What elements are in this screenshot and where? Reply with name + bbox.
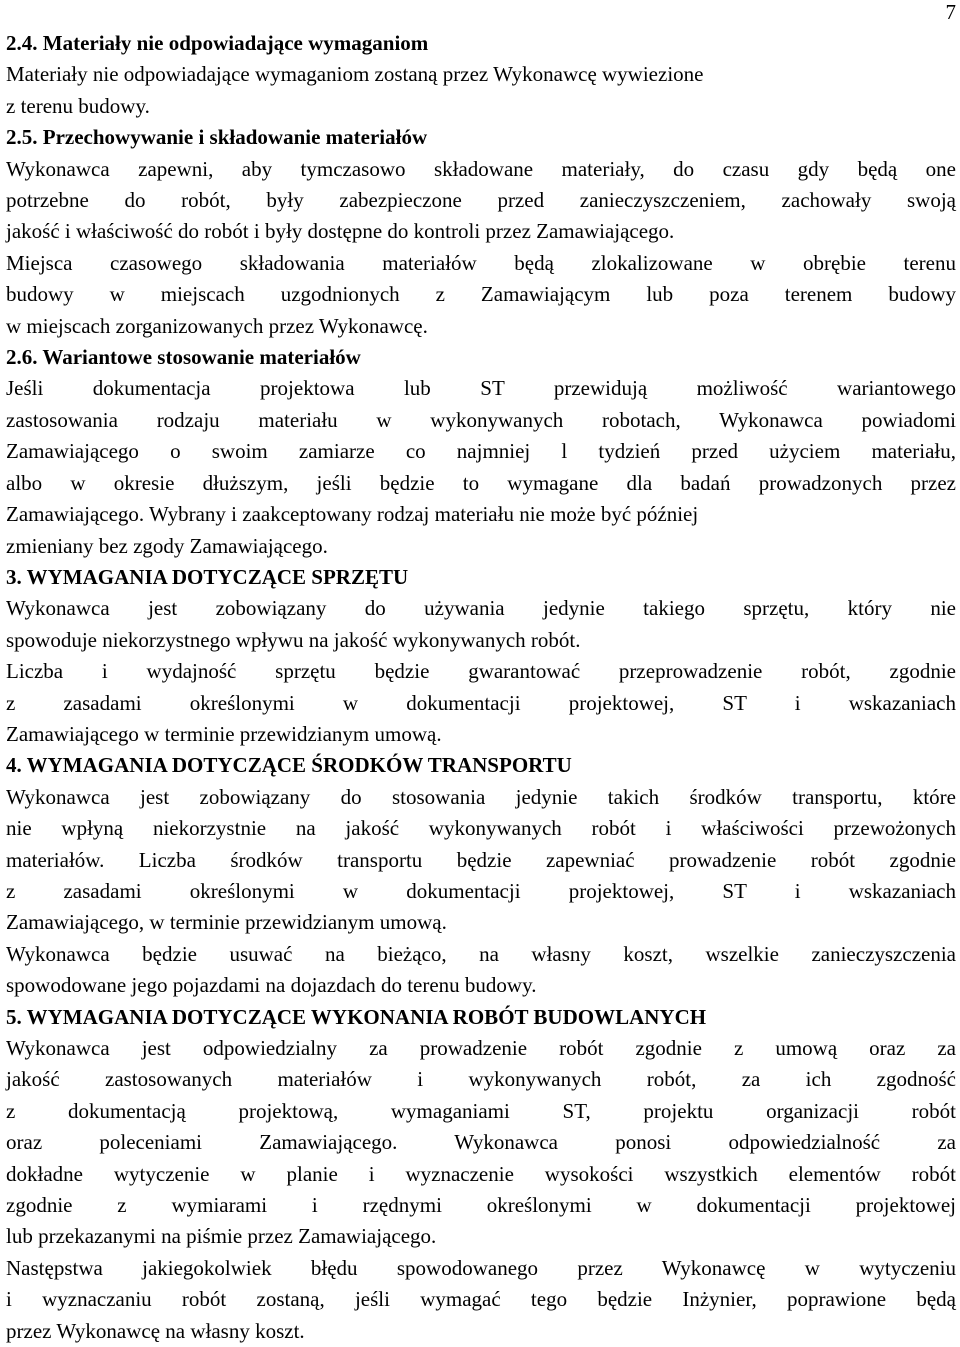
text-line: przez Wykonawcę na własny koszt. — [6, 1318, 305, 1343]
text-line: Zamawiającego o swoim zamiarze co najmniej l tydzień przed użyciem materiału, — [6, 439, 956, 464]
text-line: spowoduje niekorzystnego wpływu na jakość wykonywanych robót. — [6, 627, 581, 652]
text-line: jakość i właściwość do robót i były dostępne do kontroli przez Zamawiającego. — [6, 219, 675, 244]
section-heading: 2.4. Materiały nie odpowiadające wymaganiom — [6, 31, 429, 55]
text-line: Zamawiającego, w terminie przewidzianym umową. — [6, 910, 447, 935]
text-line: Zamawiającego w terminie przewidzianym umową. — [6, 721, 442, 746]
text-line: Wykonawca jest zobowiązany do stosowania jedynie takich środków transportu, które — [6, 784, 956, 809]
text-line: z zasadami określonymi w dokumentacji projektowej, ST i wskazaniach — [6, 690, 956, 715]
page-number: 7 — [945, 0, 956, 24]
text-line: w miejscach zorganizowanych przez Wykonawcę. — [6, 313, 428, 338]
text-line: Zamawiającego. Wybrany i zaakceptowany rodzaj materiału nie może być później — [6, 502, 699, 527]
text-line: materiałów. Liczba środków transportu będzie zapewniać prowadzenie robót zgodnie — [6, 847, 956, 872]
text-line: Wykonawca jest odpowiedzialny za prowadzenie robót zgodnie z umową oraz za — [6, 1036, 956, 1060]
text-line: potrzebne do robót, były zabezpieczone przed zanieczyszczeniem, zachowały swoją — [6, 188, 956, 213]
text-line: Liczba i wydajność sprzętu będzie gwarantować przeprowadzenie robót, zgodnie — [6, 659, 956, 684]
text-line: zgodnie z wymiarami i rzędnymi określonymi w dokumentacji projektowej — [6, 1193, 956, 1218]
section-heading: 5. WYMAGANIA DOTYCZĄCE WYKONANIA ROBÓT BUDOWLANYCH — [6, 1004, 707, 1029]
section-heading: 2.5. Przechowywanie i składowanie materiałów — [6, 125, 428, 150]
text-line: zmieniany bez zgody Zamawiającego. — [6, 533, 328, 558]
text-line: z dokumentacją projektową, wymaganiami ST, projektu organizacji robót — [6, 1098, 956, 1123]
section-heading: 4. WYMAGANIA DOTYCZĄCE ŚRODKÓW TRANSPORTU — [6, 753, 572, 778]
text-line: Miejsca czasowego składowania materiałów będą zlokalizowane w obrębie terenu — [6, 250, 956, 275]
text-line: Wykonawca zapewni, aby tymczasowo składowane materiały, do czasu gdy będą one — [6, 156, 956, 181]
text-line: z zasadami określonymi w dokumentacji projektowej, ST i wskazaniach — [6, 878, 956, 903]
text-line: z terenu budowy. — [6, 93, 150, 118]
text-line: Wykonawca będzie usuwać na bieżąco, na własny koszt, wszelkie zanieczyszczenia — [6, 941, 956, 966]
text-line: Jeśli dokumentacja projektowa lub ST przewidują możliwość wariantowego — [6, 376, 956, 401]
text-line: spowodowane jego pojazdami na dojazdach do terenu budowy. — [6, 973, 537, 998]
text-line: albo w okresie dłuższym, jeśli będzie to wymagane dla badań prowadzonych przez — [6, 470, 956, 495]
document-body — [6, 28, 956, 1347]
section-heading: 2.6. Wariantowe stosowanie materiałów — [6, 345, 361, 370]
text-line: lub przekazanymi na piśmie przez Zamawiającego. — [6, 1224, 437, 1249]
text-line: jakość zastosowanych materiałów i wykonywanych robót, za ich zgodność — [6, 1067, 956, 1092]
text-line: Materiały nie odpowiadające wymaganiom zostaną przez Wykonawcę wywiezione — [6, 62, 704, 87]
text-line: dokładne wytyczenie w planie i wyznaczenie wysokości wszystkich elementów robót — [6, 1161, 956, 1186]
text-line: zastosowania rodzaju materiału w wykonywanych robotach, Wykonawca powiadomi — [6, 407, 956, 432]
text-line: Wykonawca jest zobowiązany do używania jedynie takiego sprzętu, który nie — [6, 596, 956, 621]
text-line: budowy w miejscach uzgodnionych z Zamawiającym lub poza terenem budowy — [6, 282, 956, 307]
text-line: Następstwa jakiegokolwiek błędu spowodowanego przez Wykonawcę w wytyczeniu — [6, 1255, 956, 1280]
text-line: nie wpłyną niekorzystnie na jakość wykonywanych robót i właściwości przewożonych — [6, 816, 956, 841]
text-line: i wyznaczaniu robót zostaną, jeśli wymagać tego będzie Inżynier, poprawione będą — [6, 1287, 956, 1312]
text-line: oraz poleceniami Zamawiającego. Wykonawca ponosi odpowiedzialność za — [6, 1130, 956, 1155]
section-heading: 3. WYMAGANIA DOTYCZĄCE SPRZĘTU — [6, 564, 409, 589]
